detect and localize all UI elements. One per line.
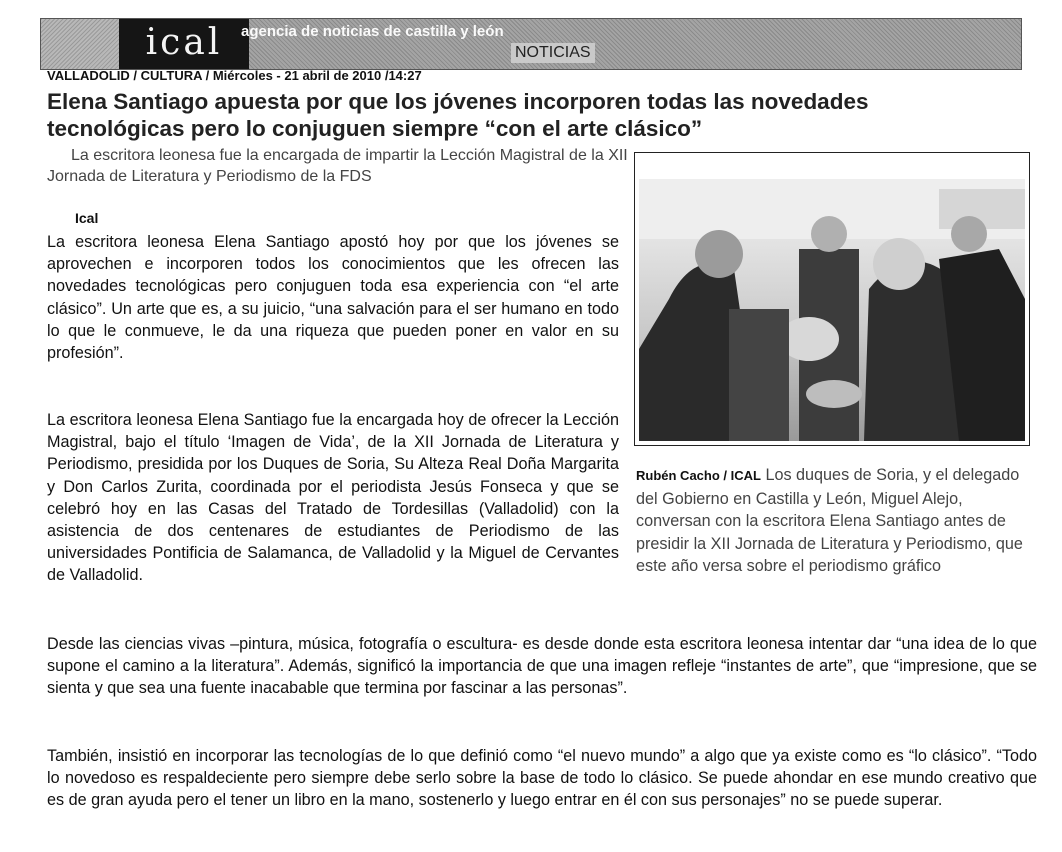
photo-caption <box>636 464 1028 578</box>
caption-text: Los duques de Soria, y el delegado del Gobierno en Castilla y León, Miguel Alejo, conversan con la escritora Elena Santiago antes de presidir la XII Jornada de Literatura y Periodismo, que este año versa sobre el periodismo gráfico <box>636 466 1023 575</box>
photo-illustration <box>639 179 1025 441</box>
headline: Elena Santiago apuesta por que los jóvenes incorporen todas las novedades tecnológicas pero lo conjuguen siempre “con el arte clásico” <box>47 89 869 141</box>
body-paragraph-4: También, insistió en incorporar las tecnologías de lo que definió como “el nuevo mundo” a algo que ya existe como es “lo clásico”. “Todo lo novedoso es respaldeciente pero siempre debe serlo sobre la base de todo lo clásico. Se puede ahondar en ese mundo creativo que es de gran ayuda pero el tener un libro en la mano, sostenerlo y luego entrar en él con sus personajes” no se puede superar. <box>47 747 1037 810</box>
dateline: VALLADOLID / CULTURA / Miércoles - 21 abril de 2010 /14:27 <box>47 68 422 83</box>
body-paragraph-3: Desde las ciencias vivas –pintura, música, fotografía o escultura- es desde donde esta escritora leonesa intentar dar “una idea de lo que supone el camino a la literatura”. Además, significó la importancia de que una imagen refleje “instantes de arte”, que “impresione, que se sienta y que sea una fuente inacabable que termina por fascinar a las personas”. <box>47 635 1037 698</box>
photo-frame <box>634 152 1030 446</box>
photo-credit: Rubén Cacho / ICAL <box>636 468 761 483</box>
body-paragraph-1: La escritora leonesa Elena Santiago apostó hoy por que los jóvenes se aprovechen e incorporen todos los conocimientos que les ofrecen las novedades tecnológicas pero conjuguen toda esa experiencia con “el arte clásico”. Un arte que es, a su juicio, “una salvación para el ser humano en todo lo que le conmueve, le da una riqueza que pueden poner en valor en su profesión”. <box>47 233 619 363</box>
ical-logo: ical <box>119 19 249 69</box>
agency-name: agencia de noticias de castilla y león <box>241 23 504 40</box>
body-paragraph-2: La escritora leonesa Elena Santiago fue la encargada hoy de ofrecer la Lección Magistral, bajo el título ‘Imagen de Vida’, de la XII Jornada de Literatura y Periodismo, presidida por los Duques de Soria, Su Alteza Real Doña Margarita y Don Carlos Zurita, coordinada por el periodista Jesús Fonseca y que se celebró hoy en las Casas del Tratado de Tordesillas (Valladolid) con la asistencia de dos centenares de estudiantes de Periodismo de las universidades Pontificia de Salamanca, de Valladolid y la Miguel de Cervantes de Valladolid. <box>47 411 619 585</box>
byline: Ical <box>75 210 99 226</box>
news-photo <box>639 179 1025 441</box>
section-label: NOTICIAS <box>511 43 595 63</box>
agency-banner <box>40 18 1022 70</box>
subtitle: La escritora leonesa fue la encargada de impartir la Lección Magistral de la XII Jornada de Literatura y Periodismo de la FDS <box>47 147 628 185</box>
